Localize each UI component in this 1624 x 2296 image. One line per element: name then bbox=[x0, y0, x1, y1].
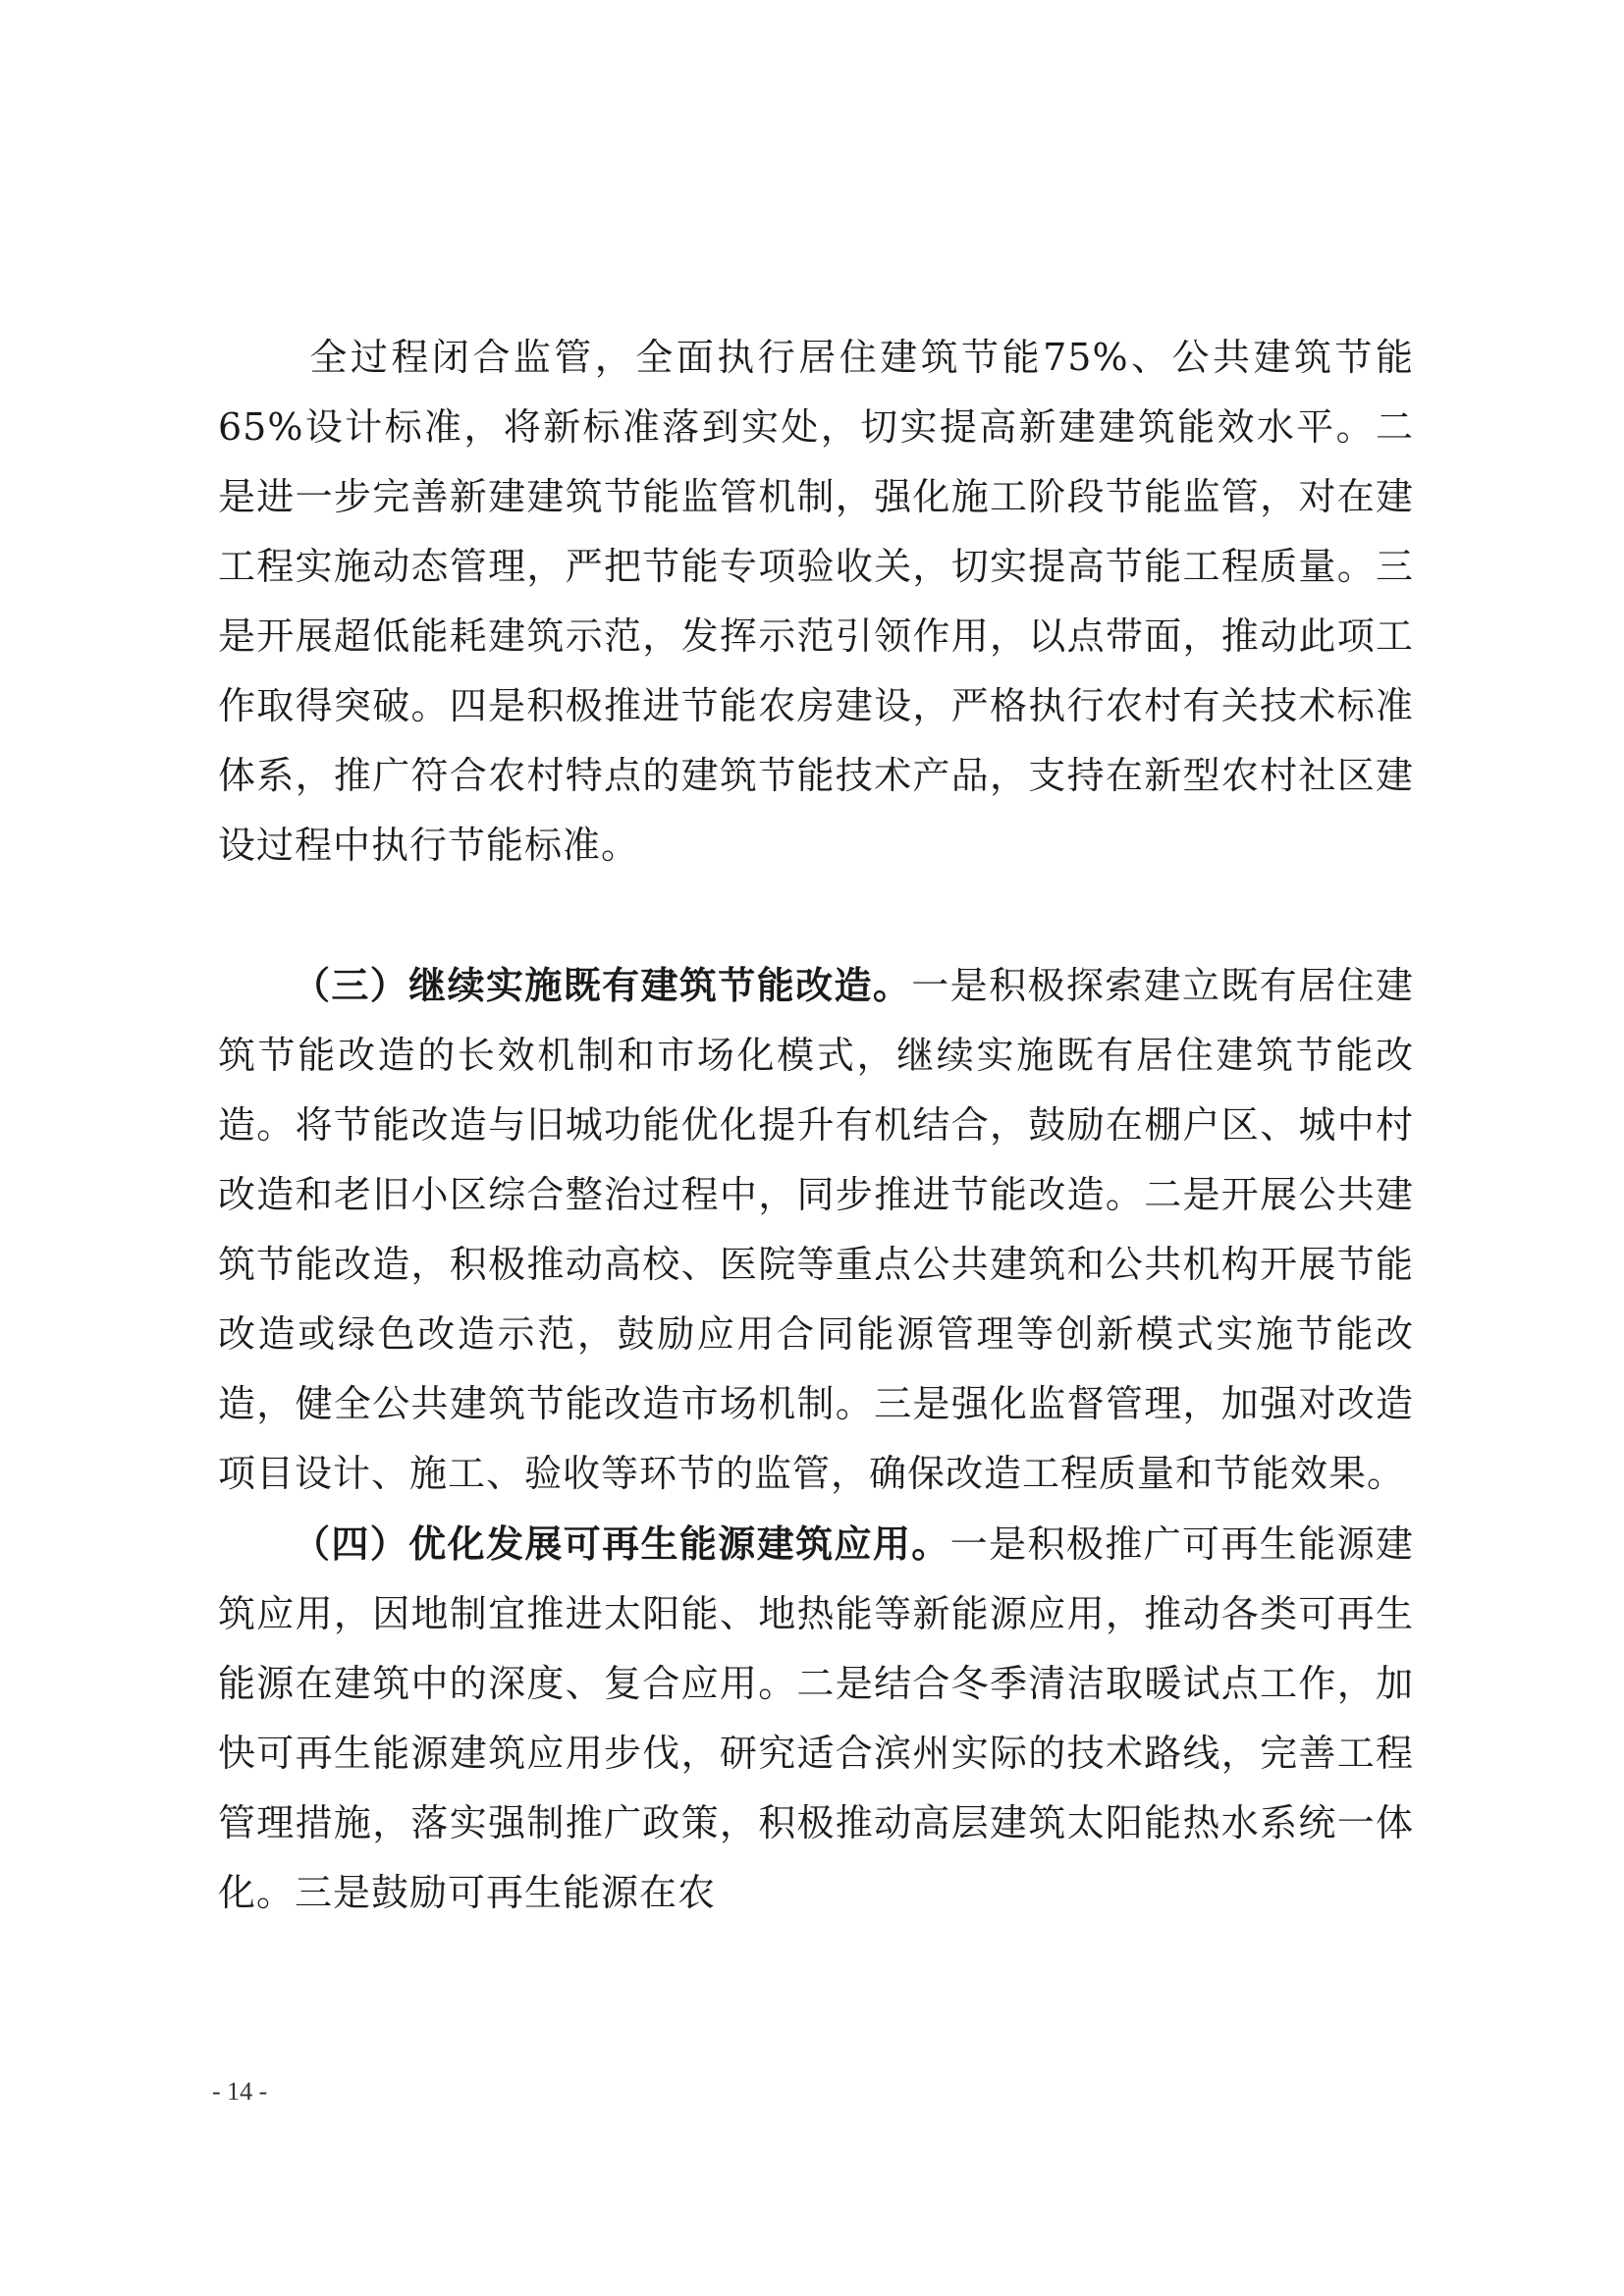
paragraph-text: 全过程闭合监管，全面执行居住建筑节能75%、公共建筑节能65%设计标准，将新标准落到实处，切实提高新建建筑能效水平。二是进一步完善新建建筑节能监管机制，强化施工阶段节能监管，对在建工程实施动态管理，严把节能专项验收关，切实提高节能工程质量。三是开展超低能耗建筑示范，发挥示范引领作用，以点带面，推动此项工作取得突破。四是积极推进节能农房建设，严格执行农村有关技术标准体系，推广符合农村特点的建筑节能技术产品，支持在新型农村社区建设过程中执行节能标准。 bbox=[218, 336, 1414, 867]
paragraph-continued bbox=[218, 253, 1414, 950]
paragraph-text: 一是积极探索建立既有居住建筑节能改造的长效机制和市场化模式，继续实施既有居住建筑节能改造。将节能改造与旧城功能优化提升有机结合，鼓励在棚户区、城中村改造和老旧小区综合整治过程中，同步推进节能改造。二是开展公共建筑节能改造，积极推动高校、医院等重点公共建筑和公共机构开展节能改造或绿色改造示范，鼓励应用合同能源管理等创新模式实施节能改造，健全公共建筑节能改造市场机制。三是强化监督管理，加强对改造项目设计、施工、验收等环节的监管，确保改造工程质量和节能效果。 bbox=[218, 964, 1414, 1495]
section-heading: （四）优化发展可再生能源建筑应用。 bbox=[293, 1522, 950, 1566]
section-heading: （三）继续实施既有建筑节能改造。 bbox=[293, 963, 912, 1007]
body-text bbox=[218, 253, 1414, 1928]
page-number: - 14 - bbox=[212, 2077, 268, 2106]
paragraph-section-3 bbox=[218, 950, 1414, 1509]
paragraph-text: 一是积极推广可再生能源建筑应用，因地制宜推进太阳能、地热能等新能源应用，推动各类可再生能源在建筑中的深度、复合应用。二是结合冬季清洁取暖试点工作，加快可再生能源建筑应用步伐，研究适合滨州实际的技术路线，完善工程管理措施，落实强制推广政策，积极推动高层建筑太阳能热水系统一体化。三是鼓励可再生能源在农 bbox=[218, 1522, 1414, 1914]
paragraph-section-4 bbox=[218, 1509, 1414, 1928]
